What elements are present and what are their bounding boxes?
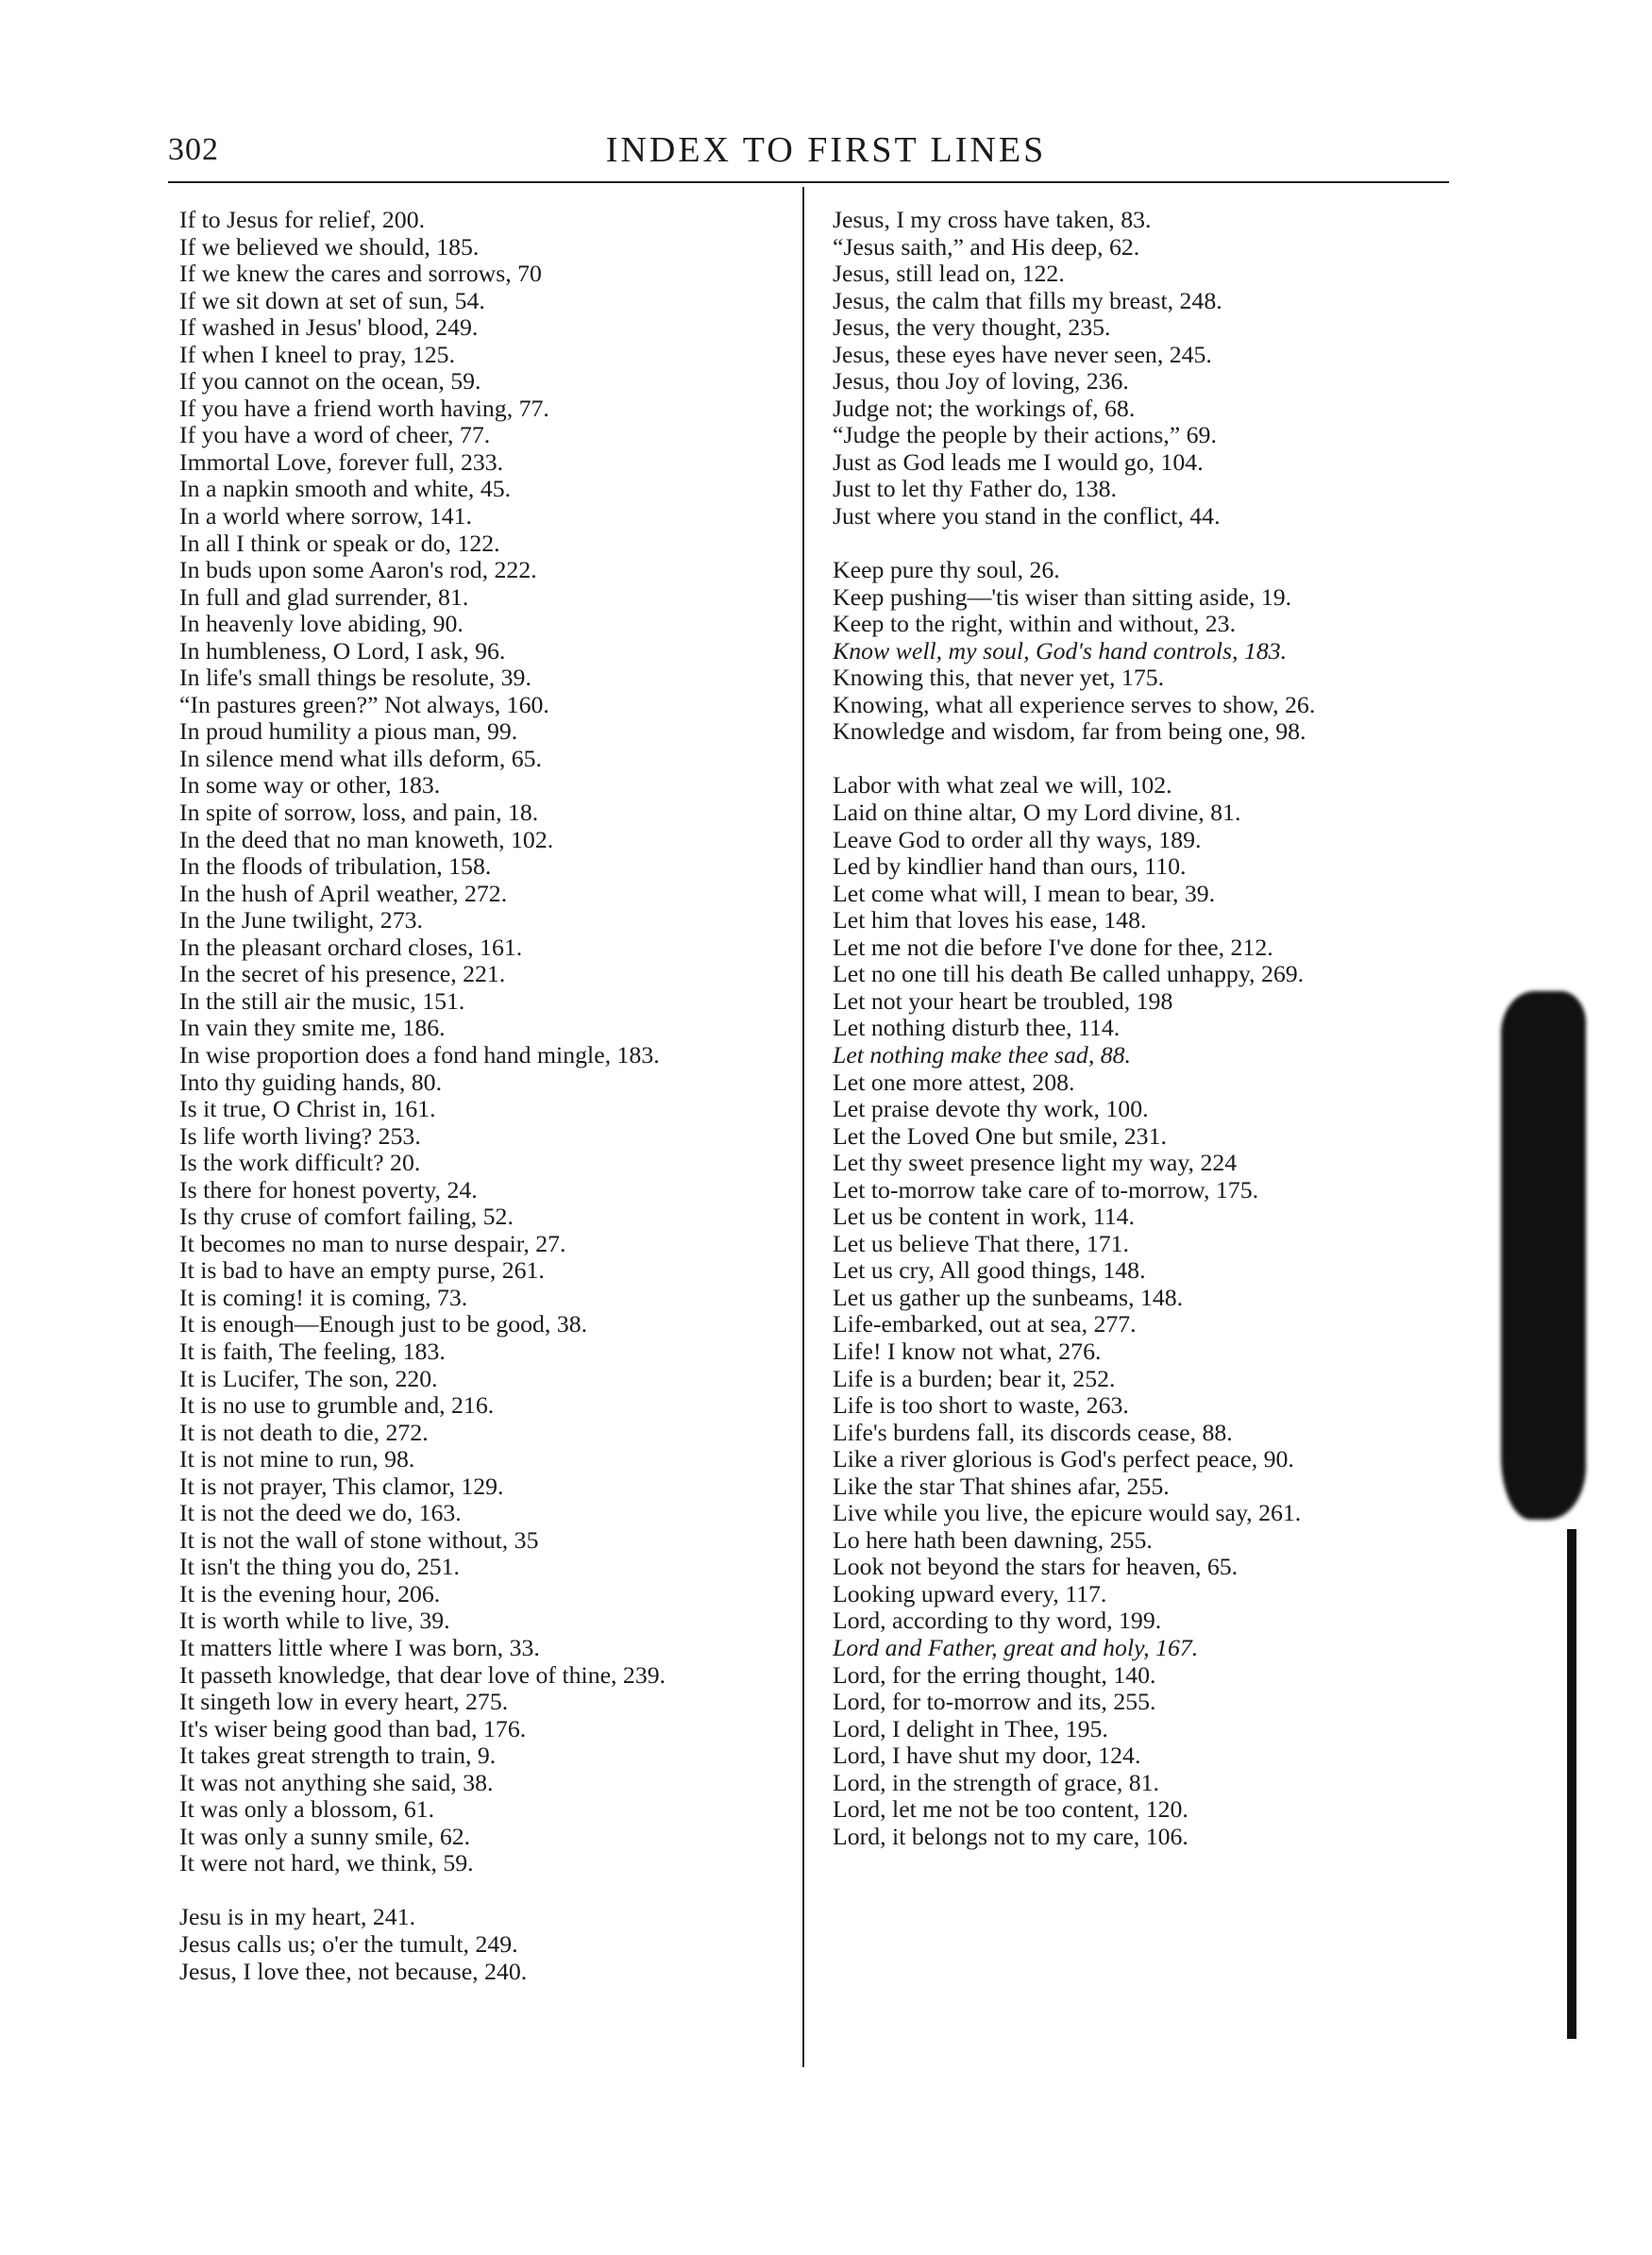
index-entry: Know well, my soul, God's hand controls, 183. [833, 636, 1288, 665]
index-entry: Let us believe That there, 171. [833, 1229, 1129, 1257]
index-entry: In life's small things be resolute, 39. [179, 664, 531, 692]
index-entry: In humbleness, O Lord, I ask, 96. [179, 636, 506, 665]
index-entry: It passeth knowledge, that dear love of thine, 239. [179, 1660, 666, 1689]
index-entry: If we knew the cares and sorrows, 70 [179, 260, 542, 288]
index-entry: Lord, I have shut my door, 124. [833, 1742, 1141, 1770]
index-entry: If washed in Jesus' blood, 249. [179, 313, 479, 342]
index-entry: It is Lucifer, The son, 220. [179, 1364, 438, 1392]
index-entry: In proud humility a pious man, 99. [179, 717, 518, 746]
index-entry: Let not your heart be troubled, 198 [833, 986, 1173, 1015]
index-entry: Lo here hath been dawning, 255. [833, 1525, 1153, 1554]
index-entry: Knowing, what all experience serves to show, 26. [833, 690, 1316, 718]
index-entry: Lord, I delight in Thee, 195. [833, 1714, 1108, 1742]
index-entry: In the June twilight, 273. [179, 906, 423, 934]
index-entry: It isn't the thing you do, 251. [179, 1553, 461, 1581]
index-entry: Lord, it belongs not to my care, 106. [833, 1822, 1188, 1850]
index-entry: Just to let thy Father do, 138. [833, 475, 1117, 503]
index-entry: Keep pure thy soul, 26. [833, 556, 1060, 584]
index-entry: If to Jesus for relief, 200. [179, 206, 426, 233]
index-entry: Just as God leads me I would go, 104. [833, 447, 1204, 476]
index-entry: Live while you live, the epicure would say, 261. [833, 1499, 1302, 1527]
index-entry: It's wiser being good than bad, 176. [179, 1714, 527, 1742]
index-entry: Jesu is in my heart, 241. [179, 1903, 416, 1931]
index-entry: Jesus, these eyes have never seen, 245. [833, 340, 1212, 368]
index-entry: Let us gather up the sunbeams, 148. [833, 1283, 1184, 1311]
index-entry: In the floods of tribulation, 158. [179, 852, 492, 881]
index-entry: If you have a friend worth having, 77. [179, 394, 549, 422]
index-entry: It was only a blossom, 61. [179, 1795, 435, 1824]
index-entry: Lord, let me not be too content, 120. [833, 1795, 1188, 1824]
index-entry: If you cannot on the ocean, 59. [179, 367, 481, 395]
index-entry: It is faith, The feeling, 183. [179, 1337, 446, 1365]
index-entry: Lord, according to thy word, 199. [833, 1607, 1162, 1635]
index-entry: Life's burdens fall, its discords cease, 88. [833, 1418, 1233, 1446]
index-entry: Jesus, still lead on, 122. [833, 260, 1065, 288]
index-entry: Let us be content in work, 114. [833, 1203, 1136, 1231]
index-entry: If when I kneel to pray, 125. [179, 340, 456, 368]
index-entry: In spite of sorrow, loss, and pain, 18. [179, 799, 539, 827]
index-entry: In the still air the music, 151. [179, 986, 465, 1015]
index-entry: In buds upon some Aaron's rod, 222. [179, 556, 537, 584]
index-entry: Keep to the right, within and without, 23. [833, 610, 1237, 638]
index-entry: Let to-morrow take care of to-morrow, 175. [833, 1175, 1259, 1203]
index-entry: It singeth low in every heart, 275. [179, 1688, 509, 1716]
header-rule [168, 181, 1449, 183]
index-entry: It becomes no man to nurse despair, 27. [179, 1229, 566, 1257]
index-entry: Let one more attest, 208. [833, 1068, 1075, 1096]
index-entry: Let come what will, I mean to bear, 39. [833, 879, 1216, 907]
index-entry: Is there for honest poverty, 24. [179, 1175, 478, 1203]
index-entry: Like a river glorious is God's perfect peace, 90. [833, 1445, 1294, 1473]
page-title: INDEX TO FIRST LINES [605, 130, 1047, 170]
index-entry: Judge not; the workings of, 68. [833, 394, 1136, 422]
index-entry: Jesus, I my cross have taken, 83. [833, 206, 1152, 233]
index-entry: Life is too short to waste, 263. [833, 1391, 1129, 1420]
index-entry: “Judge the people by their actions,” 69. [833, 421, 1217, 449]
index-entry: It was only a sunny smile, 62. [179, 1822, 471, 1850]
index-entry: Lord, in the strength of grace, 81. [833, 1768, 1160, 1796]
index-entry: It is not death to die, 272. [179, 1418, 429, 1446]
index-entry: If we believed we should, 185. [179, 232, 480, 261]
index-entry: Jesus, the very thought, 235. [833, 313, 1111, 342]
index-entry: Jesus calls us; o'er the tumult, 249. [179, 1930, 518, 1958]
index-entry: In all I think or speak or do, 122. [179, 529, 500, 557]
index-entry: It was not anything she said, 38. [179, 1768, 494, 1796]
scan-edge-mark [1567, 1529, 1576, 2039]
index-entry: Let me not die before I've done for thee, 212. [833, 933, 1273, 961]
index-entry: It matters little where I was born, 33. [179, 1633, 540, 1661]
index-entry: In full and glad surrender, 81. [179, 582, 469, 611]
index-entry: Is it true, O Christ in, 161. [179, 1095, 436, 1123]
index-entry: Laid on thine altar, O my Lord divine, 81. [833, 799, 1241, 827]
index-entry: Is life worth living? 253. [179, 1121, 421, 1150]
index-entry: In heavenly love abiding, 90. [179, 610, 464, 638]
index-entry: In silence mend what ills deform, 65. [179, 744, 542, 772]
index-entry: If we sit down at set of sun, 54. [179, 286, 485, 314]
index-entry: Is thy cruse of comfort failing, 52. [179, 1203, 514, 1231]
index-entry: Keep pushing—'tis wiser than sitting aside, 19. [833, 582, 1292, 611]
index-entry: It is enough—Enough just to be good, 38. [179, 1310, 588, 1338]
index-entry: Let him that loves his ease, 148. [833, 906, 1147, 934]
index-entry: It is not the deed we do, 163. [179, 1499, 462, 1527]
index-entry: Let no one till his death Be called unhappy, 269. [833, 960, 1305, 988]
index-entry: Immortal Love, forever full, 233. [179, 447, 504, 476]
index-entry: It is not mine to run, 98. [179, 1445, 415, 1473]
index-entry: In a world where sorrow, 141. [179, 502, 472, 530]
index-entry: Is the work difficult? 20. [179, 1149, 421, 1177]
index-column-left [179, 207, 788, 1985]
page-number: 302 [168, 132, 219, 167]
index-entry: In vain they smite me, 186. [179, 1014, 446, 1042]
index-entry: Let nothing disturb thee, 114. [833, 1014, 1121, 1042]
index-column-right [833, 207, 1446, 1850]
column-divider [802, 187, 804, 2067]
index-entry: It were not hard, we think, 59. [179, 1849, 474, 1877]
index-entry: Like the star That shines afar, 255. [833, 1472, 1170, 1500]
index-entry: “In pastures green?” Not always, 160. [179, 690, 549, 718]
index-entry: Jesus, I love thee, not because, 240. [179, 1957, 528, 1985]
index-entry: Let praise devote thy work, 100. [833, 1095, 1149, 1123]
index-entry: It is no use to grumble and, 216. [179, 1391, 495, 1420]
index-entry: Jesus, the calm that fills my breast, 248. [833, 286, 1222, 314]
index-entry: In the secret of his presence, 221. [179, 960, 506, 988]
index-entry: Led by kindlier hand than ours, 110. [833, 852, 1187, 881]
index-entry: “Jesus saith,” and His deep, 62. [833, 232, 1140, 261]
index-entry: It is coming! it is coming, 73. [179, 1283, 468, 1311]
index-entry: In some way or other, 183. [179, 771, 441, 799]
index-entry: Labor with what zeal we will, 102. [833, 771, 1172, 799]
index-entry: Life-embarked, out at sea, 277. [833, 1310, 1137, 1338]
index-entry: Lord, for to-morrow and its, 255. [833, 1688, 1156, 1716]
index-entry: Lord, for the erring thought, 140. [833, 1660, 1156, 1689]
index-entry: In the deed that no man knoweth, 102. [179, 825, 554, 853]
index-entry: In the pleasant orchard closes, 161. [179, 933, 523, 961]
index-entry: Let thy sweet presence light my way, 224 [833, 1149, 1238, 1177]
index-entry: In wise proportion does a fond hand mingle, 183. [179, 1040, 660, 1069]
index-entry: Knowledge and wisdom, far from being one, 98. [833, 717, 1306, 746]
scan-smudge [1501, 991, 1586, 1520]
index-entry: Knowing this, that never yet, 175. [833, 664, 1165, 692]
index-entry: Into thy guiding hands, 80. [179, 1068, 443, 1096]
index-entry: If you have a word of cheer, 77. [179, 421, 491, 449]
index-entry: Life is a burden; bear it, 252. [833, 1364, 1116, 1392]
index-entry: It is the evening hour, 206. [179, 1579, 441, 1607]
index-entry: Leave God to order all thy ways, 189. [833, 825, 1202, 853]
index-entry: It is not prayer, This clamor, 129. [179, 1472, 504, 1500]
index-entry: Just where you stand in the conflict, 44. [833, 502, 1221, 530]
index-entry: Let nothing make thee sad, 88. [833, 1040, 1131, 1069]
index-entry: It is worth while to live, 39. [179, 1607, 450, 1635]
index-entry: In the hush of April weather, 272. [179, 879, 508, 907]
index-entry: Life! I know not what, 276. [833, 1337, 1102, 1365]
index-entry: Lord and Father, great and holy, 167. [833, 1633, 1199, 1661]
index-entry: It is bad to have an empty purse, 261. [179, 1256, 545, 1285]
index-entry: Look not beyond the stars for heaven, 65. [833, 1553, 1239, 1581]
index-entry: In a napkin smooth and white, 45. [179, 475, 512, 503]
index-entry: Looking upward every, 117. [833, 1579, 1107, 1607]
index-entry: It takes great strength to train, 9. [179, 1742, 497, 1770]
index-entry: Let us cry, All good things, 148. [833, 1256, 1146, 1285]
index-entry: Jesus, thou Joy of loving, 236. [833, 367, 1129, 395]
index-entry: Let the Loved One but smile, 231. [833, 1121, 1167, 1150]
index-entry: It is not the wall of stone without, 35 [179, 1525, 539, 1554]
